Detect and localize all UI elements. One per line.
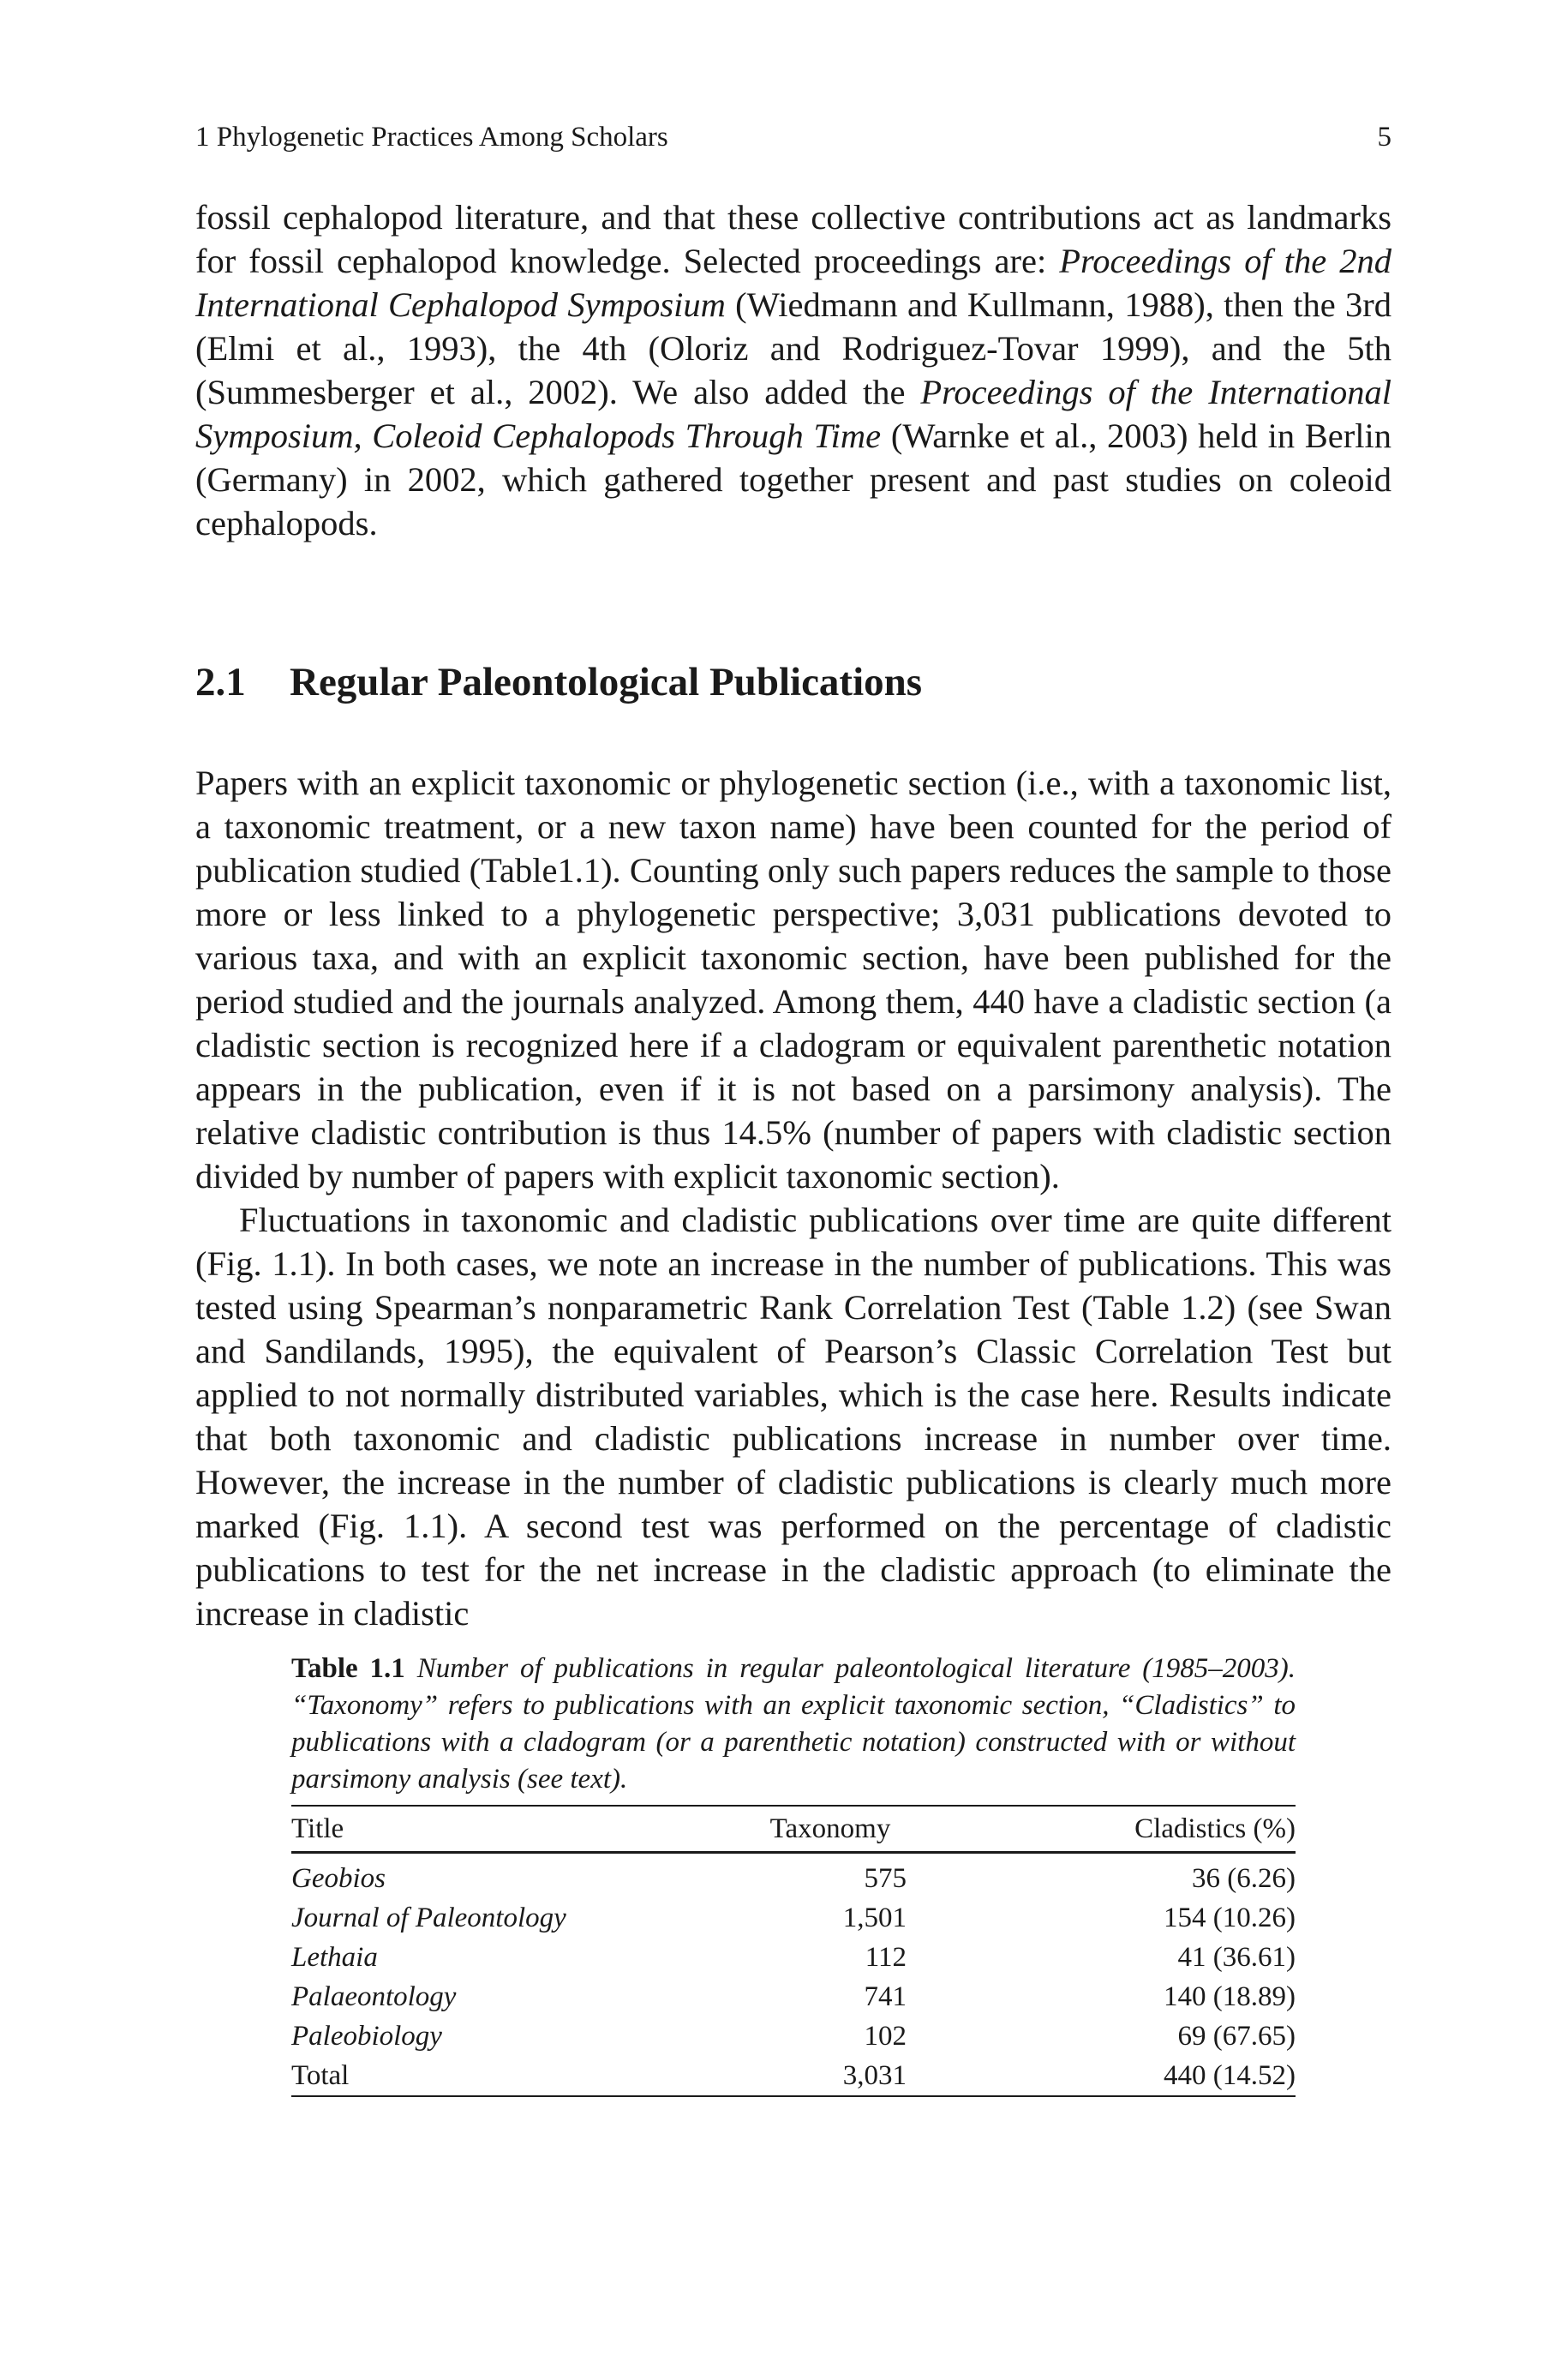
section-heading — [195, 656, 1391, 708]
text-run: (Warnke et al., 2003) held in Berlin (Germany) in 2002, which gathered together present and past studies on coleoid cephalopods. — [195, 416, 1392, 542]
table-label: Table 1.1 — [291, 1653, 405, 1684]
table-row — [291, 1977, 1296, 2016]
cell-total-taxonomy: 3,031 — [842, 2060, 907, 2091]
paragraph-publications: Papers with an explicit taxonomic or phylogenetic section (i.e., with a taxonomic list, a taxonomic treatment, or a new taxon name) have been counted for the period of publication studied (Table1.1). Counting only such papers reduces the sample to those more or less linked to a phylogenetic perspective; 3,031 publications devoted to various taxa, and with an explicit taxonomic section, have been published for the period studied and the journals analyzed. Among them, 440 have a cladistic section (a cladistic section is recognized here if a cladogram or equivalent parenthetic notation appears in the publication, even if it is not based on a parsimony analysis). The relative cladistic contribution is thus 14.5% (number of papers with cladistic section divided by number of papers with explicit taxonomic section). — [195, 764, 1391, 1195]
italic-title: Proceedings of the 2nd International Cephalopod Symposium — [195, 242, 1392, 324]
paragraph-fluctuations: Fluctuations in taxonomic and cladistic publications over time are quite different (Fig. 1.1). In both cases, we note an increase in the number of publications. This was tested using Spearman’s nonparametric Rank Correlation Test (Table 1.2) (see Swan and Sandilands, 1995), the equivalent of Pearson’s Classic Correlation Test but applied to not normally distributed variables, which is the case here. Results indicate that both taxonomic and cladistic publications increase in number over time. However, the increase in the number of cladistic publications is clearly much more marked (Fig. 1.1). A second test was performed on the percentage of cladistic publications to test for the net increase in the cladistic approach (to eliminate the increase in cladistic — [195, 1201, 1391, 1633]
header-taxonomy: Taxonomy — [769, 1813, 891, 1844]
cell-cladistics: 140 (18.89) — [1164, 1981, 1296, 2012]
section-number: 2.1 — [195, 660, 246, 704]
cell-cladistics: 69 (67.65) — [1177, 2021, 1296, 2052]
cell-taxonomy: 112 — [865, 1942, 907, 1973]
cell-taxonomy: 575 — [864, 1863, 907, 1894]
cell-taxonomy: 1,501 — [842, 1903, 907, 1933]
table-caption-text: Number of publications in regular paleontological literature (1985–2003). “Taxonomy” refers to publications with an explicit taxonomic section, “Cladistics” to publications with a cladogram (or a parenthetic notation) constructed with or without parsimony analysis (see text). — [291, 1653, 1296, 1795]
cell-title: Journal of Paleontology — [291, 1903, 566, 1933]
section-title: Regular Paleontological Publications — [290, 660, 923, 704]
cell-cladistics: 36 (6.26) — [1192, 1863, 1296, 1894]
header-title: Title — [291, 1813, 344, 1844]
page-number: 5 — [1377, 122, 1391, 153]
cell-cladistics: 41 (36.61) — [1177, 1942, 1296, 1973]
text-run: fossil cephalopod literature, and that these collective contributions act as landmarks for fossil cephalopod knowledge. Selected proceedings are: — [195, 198, 1391, 280]
cell-title: Paleobiology — [291, 2021, 442, 2052]
table-caption — [291, 1651, 1296, 1798]
table-row — [291, 1938, 1296, 1977]
publications-table — [291, 1805, 1296, 2097]
table-row — [291, 1853, 1296, 1899]
table-1-1 — [291, 1651, 1296, 2097]
cell-taxonomy: 102 — [864, 2021, 907, 2052]
cell-taxonomy: 741 — [864, 1981, 907, 2012]
text-run: (Wiedmann and Kullmann, 1988), then the 3rd (Elmi et al., 1993), the 4th (Oloriz and Rodriguez-Tovar 1999), and the 5th (Summesberger et al., 2002). We also added the — [195, 285, 1391, 411]
cell-title: Geobios — [291, 1863, 386, 1894]
header-cladistics: Cladistics (%) — [1134, 1813, 1296, 1844]
cell-total-title: Total — [291, 2060, 350, 2091]
table-row — [291, 2016, 1296, 2056]
paragraph-proceedings — [195, 195, 1391, 545]
table-total-row — [291, 2056, 1296, 2096]
cell-cladistics: 154 (10.26) — [1164, 1903, 1296, 1933]
italic-title: Proceedings of the International Symposium, Coleoid Cephalopods Through Time — [195, 373, 1391, 455]
cell-title: Palaeontology — [291, 1981, 457, 2012]
cell-title: Lethaia — [291, 1942, 378, 1973]
section-body — [195, 761, 1391, 1635]
cell-total-cladistics: 440 (14.52) — [1164, 2060, 1296, 2091]
table-header-row — [291, 1806, 1296, 1853]
table-row — [291, 1898, 1296, 1938]
running-head-title: 1 Phylogenetic Practices Among Scholars — [195, 122, 668, 153]
